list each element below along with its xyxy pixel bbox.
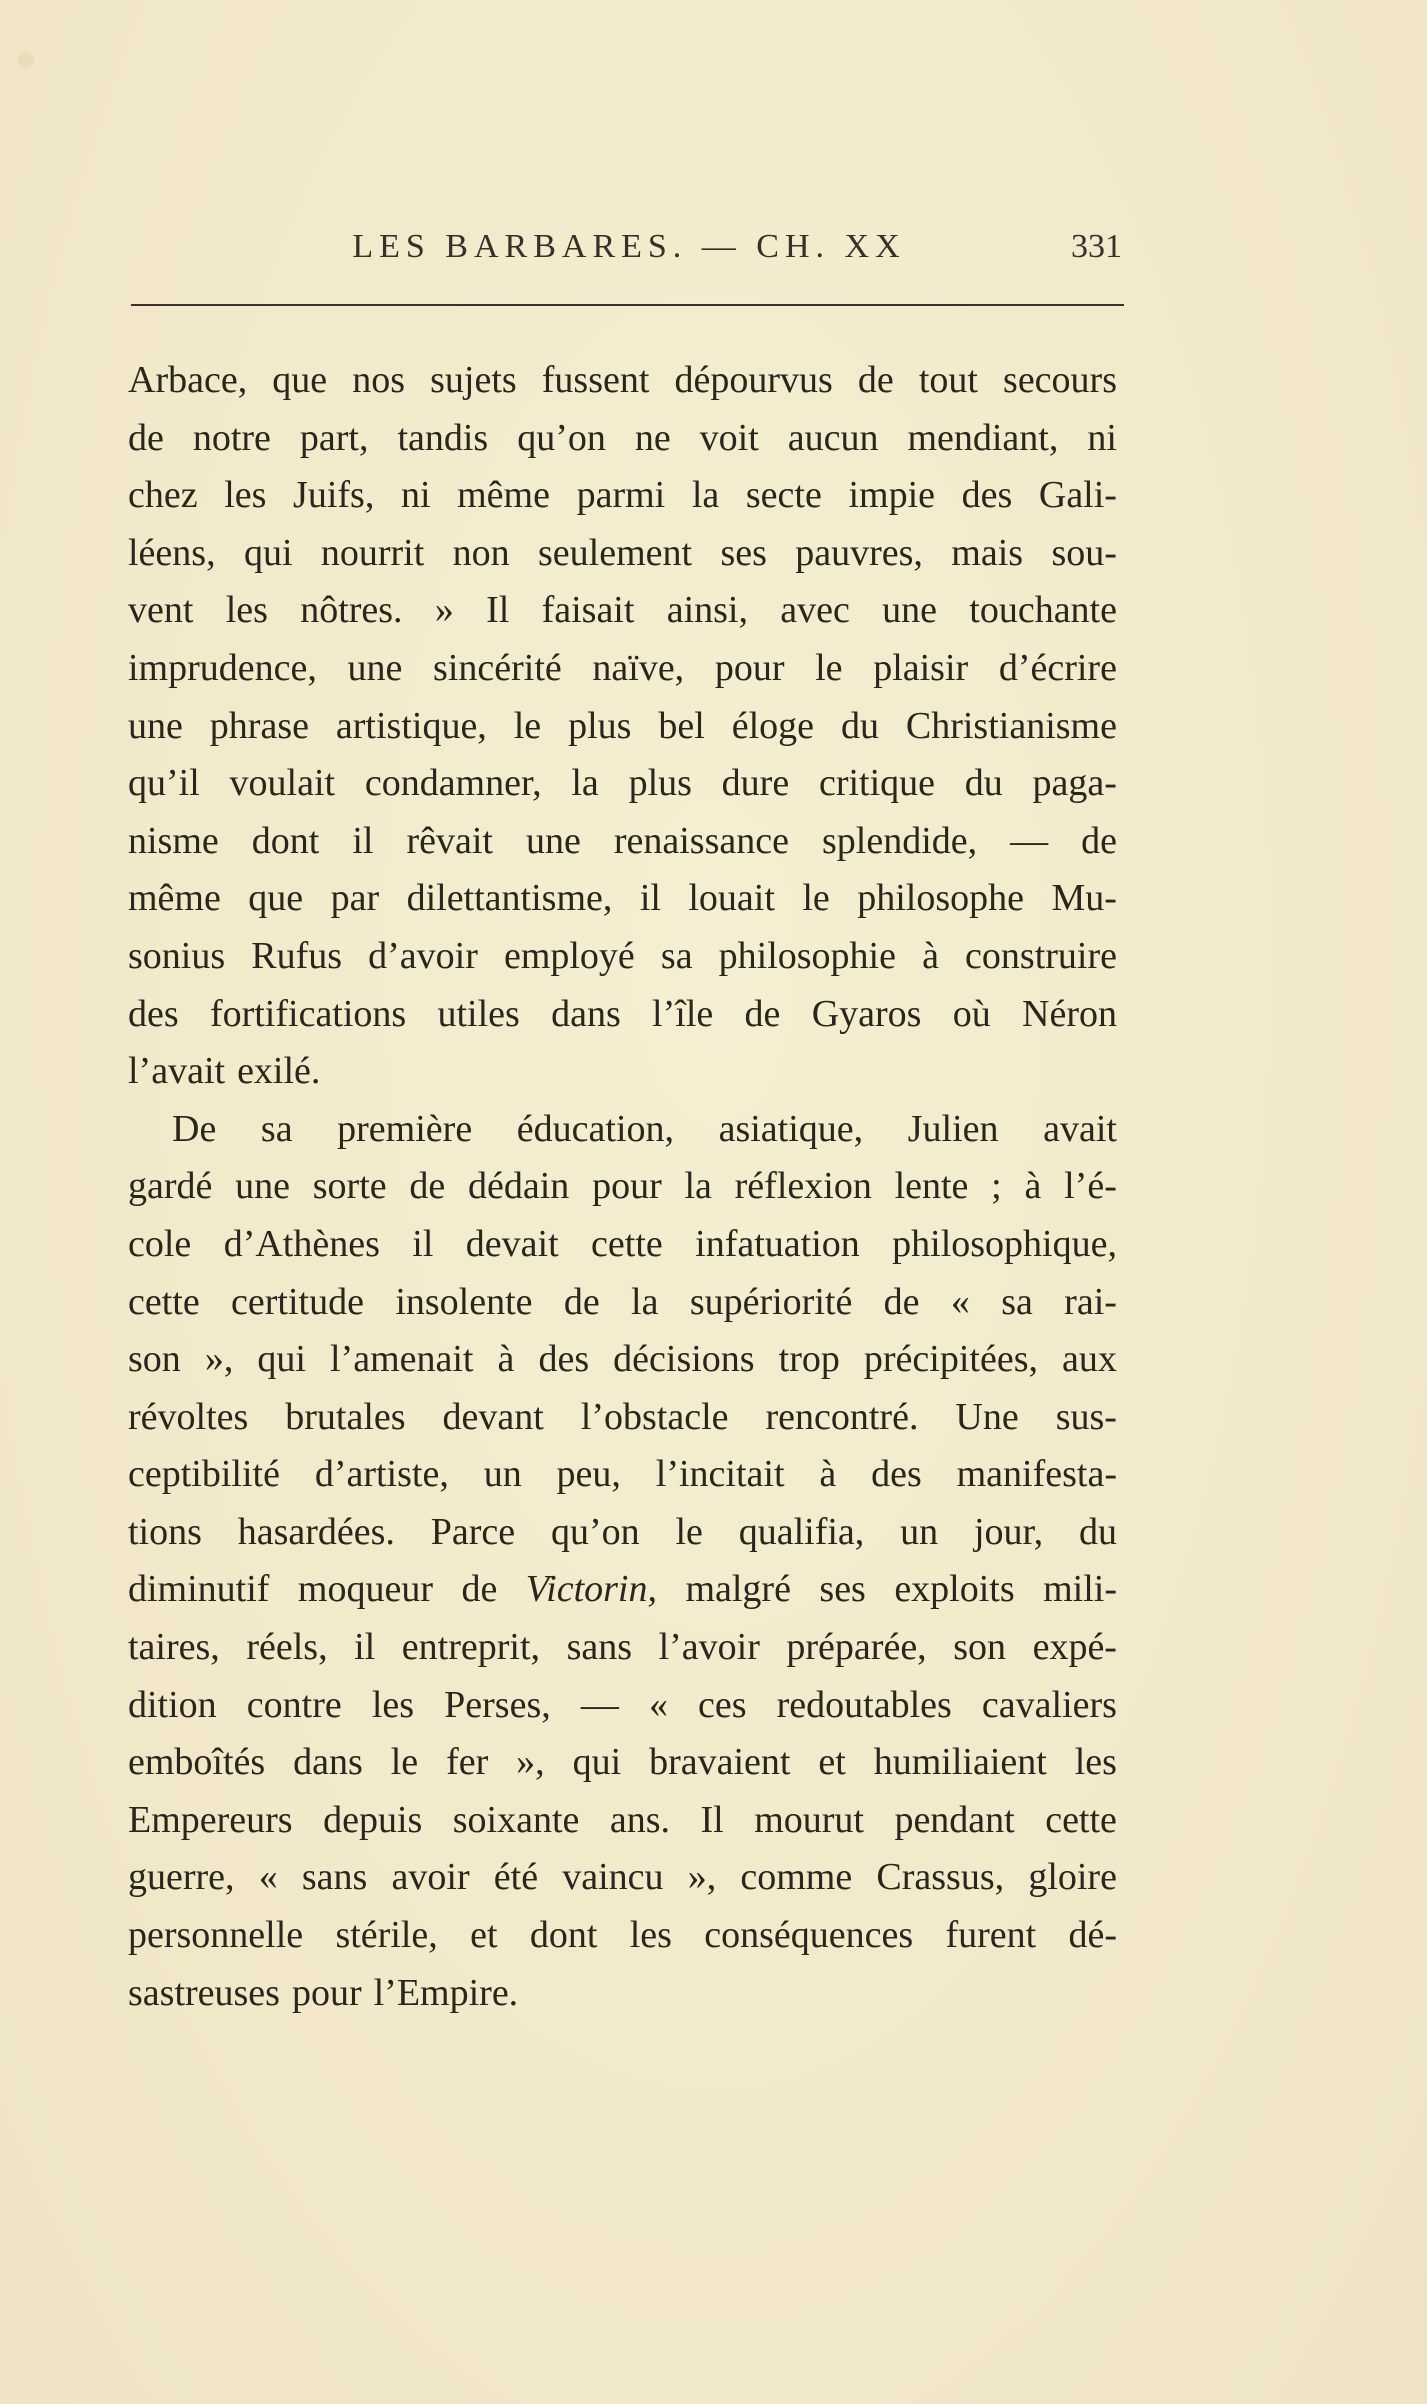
text-line [128,1216,1117,1274]
word: rai- [1064,1280,1117,1323]
word: réflexion [734,1165,872,1208]
text-line [128,1734,1117,1792]
word: furent [945,1914,1037,1957]
word: l’île [652,992,714,1035]
word: d’écrire [998,646,1117,689]
word: son [128,1338,181,1381]
word: une [525,819,581,862]
word: De [172,1107,217,1150]
word: il [412,1222,434,1265]
word: », [204,1338,234,1381]
word: secte [745,474,822,517]
word: cole [128,1222,192,1265]
word: infatuation [695,1222,860,1265]
word: qu’il [128,762,200,805]
word: de [1081,819,1117,862]
text-line [128,525,1117,583]
word: pour [592,1165,662,1208]
word: soixante [452,1798,580,1841]
word: du [964,762,1003,805]
word: plus [628,762,692,805]
word: sans [301,1856,368,1899]
text-line [128,813,1117,871]
text-line [128,755,1117,813]
word: entreprit, [401,1626,541,1669]
word: touchante [969,589,1117,632]
word: de [409,1165,446,1208]
word: fer [446,1741,489,1784]
word: mili- [1043,1568,1117,1611]
word: gloire [1028,1856,1117,1899]
word: mais [951,531,1024,574]
text-line [128,870,1117,928]
word: Gali- [1038,474,1117,517]
word: que [272,359,328,401]
text-line [128,582,1117,640]
word: bravaient [649,1741,791,1784]
text-line [128,1849,1117,1907]
word: notre [192,416,271,459]
word: sujets [430,359,517,401]
word: nisme [128,819,219,862]
word: depuis [323,1798,423,1841]
word: pour [714,646,785,689]
word: la [571,762,599,805]
word: l’é- [1064,1165,1117,1208]
word: Crassus, [876,1856,1005,1899]
word: diminutif [128,1568,270,1611]
word: nourrit [320,531,425,574]
word: été [493,1856,539,1899]
word: le [675,1510,703,1553]
word: une [235,1165,291,1208]
word: l’avait [128,1050,226,1093]
word: voit [699,416,759,459]
body-text [128,352,1117,2022]
word: qui [243,531,293,574]
word: Il [700,1798,724,1841]
text-line [128,1274,1117,1332]
word: emboîtés [128,1741,266,1784]
word: humiliaient [873,1741,1047,1784]
word: Perses, [444,1683,551,1726]
word: nôtres. [300,589,403,632]
text-line [128,1043,1117,1101]
word: qu’on [517,416,606,459]
word: avoir [391,1856,470,1899]
word: sincérité [433,646,562,689]
word: cette [128,1280,200,1323]
word: que [248,877,304,920]
word: ainsi, [666,589,748,632]
word: une [128,704,183,747]
word: Néron [1022,992,1117,1035]
word: d’Athènes [223,1222,380,1265]
word: condamner, [364,762,542,805]
word: décisions [613,1338,755,1381]
word: rencontré. [765,1395,919,1438]
word: dont [251,819,320,862]
word: léens, [128,531,216,574]
word: bel [658,704,705,747]
text-line [128,640,1117,698]
word: cette [591,1222,663,1265]
word: philosophie [718,934,896,977]
word: ceptibilité [128,1453,280,1496]
text-line [128,1389,1117,1447]
word: peu, [556,1453,621,1496]
word: réels, [246,1626,328,1669]
word: qui [572,1741,622,1784]
word: chez [128,474,198,517]
word: préparée, [786,1626,927,1669]
word: où [952,992,991,1035]
word: et [470,1914,498,1957]
word: Empereurs [128,1798,293,1841]
word: le [802,877,830,920]
word: de [128,416,164,459]
word: conséquences [704,1914,914,1957]
word: employé [503,934,635,977]
word: ses [819,1568,866,1611]
word: dans [293,1741,363,1784]
word: fortifications [209,992,407,1035]
word: le [513,704,542,747]
word: sus- [1055,1395,1117,1438]
word: plaisir [873,646,969,689]
word: dont [529,1914,598,1957]
word: une [347,646,403,689]
word: secours [1003,359,1117,401]
word: de [744,992,781,1035]
word: insolente [395,1280,533,1323]
word: d’avoir [368,934,478,977]
word: une [882,589,937,632]
word: sorte [312,1165,387,1208]
word: d’artiste, [314,1453,449,1496]
word: malgré [685,1568,791,1611]
word: guerre, [128,1856,235,1899]
word: les [629,1914,672,1957]
word: tions [128,1510,202,1553]
word: sa [260,1107,293,1150]
word: impie [848,474,935,517]
word: exilé. [237,1050,321,1093]
word: — [580,1683,619,1726]
text-line [128,1907,1117,1965]
text-line [128,928,1117,986]
word: Juifs, [293,474,375,517]
word: moqueur [297,1568,433,1611]
word: aucun [787,416,879,459]
word: de [461,1568,498,1611]
word: « [950,1280,970,1323]
text-line [128,1101,1117,1159]
word: phrase [209,704,309,747]
paper-spot [18,52,34,68]
word: il [352,819,374,862]
word: de [563,1280,600,1323]
text-line [128,1504,1117,1562]
word: nos [352,359,406,401]
word: les [225,589,268,632]
word: ans. [609,1798,671,1841]
text-line [128,1158,1117,1216]
word: ni [1087,416,1117,459]
word: expé- [1032,1626,1117,1669]
word: par [330,877,380,920]
word: avait [1043,1107,1117,1150]
word: dilettantisme, [406,877,613,920]
running-title: LES BARBARES. — CH. XX [352,228,906,265]
word: éloge [731,704,815,747]
text-line [128,467,1117,525]
word: Parce [430,1510,516,1553]
word: qu’on [550,1510,640,1553]
word: brutales [285,1395,406,1438]
word: pour [291,1971,362,2014]
word: sonius [128,934,226,977]
word: philosophique, [892,1222,1117,1265]
word: et [818,1741,846,1784]
text-line [128,1965,1117,2023]
word: stérile, [335,1914,438,1957]
word: aux [1062,1338,1117,1381]
word: la [684,1165,712,1208]
word: les [224,474,267,517]
text-line [128,1561,1117,1619]
word: sa [660,934,693,977]
word: seulement [538,531,693,574]
page-number: 331 [1071,228,1122,265]
word: artistique, [335,704,487,747]
word: l’amenait [330,1338,474,1381]
text-line [128,1446,1117,1504]
word: ; [991,1165,1002,1208]
word: dans [551,992,621,1035]
word: critique [818,762,936,805]
word: — [1010,819,1049,862]
word: imprudence, [128,646,317,689]
word: Gyaros [811,992,922,1035]
word: Il [486,589,510,632]
word: qui [257,1338,306,1381]
word: hasardées. [237,1510,395,1553]
word: Victorin, [525,1568,657,1611]
word: certitude [231,1280,364,1323]
word: supériorité [689,1280,853,1323]
word: sou- [1051,531,1117,574]
word: Rufus [251,934,343,977]
word: renaissance [613,819,789,862]
word: il [639,877,661,920]
word: de [883,1280,920,1323]
word: faisait [541,589,635,632]
word: manifesta- [956,1453,1117,1496]
word: devait [465,1222,559,1265]
word: asiatique, [718,1107,864,1150]
word: « [648,1683,668,1726]
word: pendant [894,1798,1015,1841]
word: taires, [128,1626,220,1669]
word: dédain [468,1165,570,1208]
word: des [871,1453,922,1496]
word: comme [740,1856,853,1899]
word: philosophe [857,877,1025,920]
word: utiles [437,992,520,1035]
word: louait [688,877,775,920]
word: l’avoir [658,1626,760,1669]
word: éducation, [516,1107,674,1150]
word: exploits [894,1568,1015,1611]
word: même [457,474,550,517]
word: « [258,1856,278,1899]
word: les [371,1683,415,1726]
word: à [922,934,939,977]
word: ces [698,1683,747,1726]
word: ni [400,474,431,517]
word: naïve, [592,646,685,689]
word: à [819,1453,837,1496]
word: sastreuses [128,1971,280,2014]
word: splendide, [821,819,978,862]
word: », [687,1856,717,1899]
word: jour, [973,1510,1044,1553]
word: parmi [576,474,666,517]
word: », [516,1741,545,1784]
word: dé- [1068,1914,1117,1957]
word: construire [965,934,1117,977]
word: personnelle [128,1914,304,1957]
word: devant [442,1395,544,1438]
word: tandis [397,416,489,459]
word: paga- [1032,762,1117,805]
word: gardé [128,1165,213,1208]
word: contre [246,1683,342,1726]
word: voulait [229,762,336,805]
header-rule [131,304,1124,306]
word: part, [299,416,369,459]
word: dure [721,762,790,805]
word: il [354,1626,376,1669]
word: » [434,589,454,632]
word: sa [1001,1280,1033,1323]
word: la [691,474,720,517]
word: plus [568,704,632,747]
text-line [128,986,1117,1044]
word: première [337,1107,473,1150]
word: l’Empire. [373,1971,519,2014]
word: un [483,1453,522,1496]
word: tout [918,359,978,401]
word: l’obstacle [580,1395,729,1438]
word: des [961,474,1013,517]
word: dition [128,1683,217,1726]
word: trop [778,1338,840,1381]
word: vent [128,589,194,632]
word: les [1074,1741,1117,1784]
word: dépourvus [674,359,833,401]
running-head [130,228,1128,272]
word: Julien [907,1107,999,1150]
word: ses [720,531,767,574]
word: lente [894,1165,969,1208]
word: précipitées, [863,1338,1038,1381]
text-line [128,1677,1117,1735]
word: avec [780,589,850,632]
word: Christianisme [905,704,1117,747]
text-line [128,1619,1117,1677]
word: sans [566,1626,633,1669]
word: redoutables [776,1683,952,1726]
word: des [128,992,179,1035]
word: Mu- [1051,877,1117,920]
word: même [128,877,221,920]
word: des [538,1338,590,1381]
word: fussent [541,359,650,401]
word: l’incitait [655,1453,785,1496]
text-line [128,1331,1117,1389]
word: la [631,1280,659,1323]
word: qualifia, [738,1510,865,1553]
word: de [857,359,894,401]
word: cavaliers [981,1683,1117,1726]
word: mourut [754,1798,864,1841]
word: Arbace, [128,359,248,401]
text-line [128,698,1117,756]
word: un [900,1510,939,1553]
word: vaincu [562,1856,664,1899]
word: du [840,704,879,747]
word: à [1024,1165,1042,1208]
word: le [815,646,843,689]
word: ne [634,416,671,459]
word: le [390,1741,419,1784]
word: non [452,531,510,574]
text-line [128,410,1117,468]
text-line [128,352,1117,410]
word: cette [1045,1798,1117,1841]
word: Une [955,1395,1019,1438]
word: révoltes [128,1395,249,1438]
word: du [1078,1510,1117,1553]
word: son [953,1626,1007,1669]
word: mendiant, [907,416,1059,459]
word: pauvres, [795,531,923,574]
text-line [128,1792,1117,1850]
word: à [497,1338,515,1381]
word: rêvait [406,819,493,862]
